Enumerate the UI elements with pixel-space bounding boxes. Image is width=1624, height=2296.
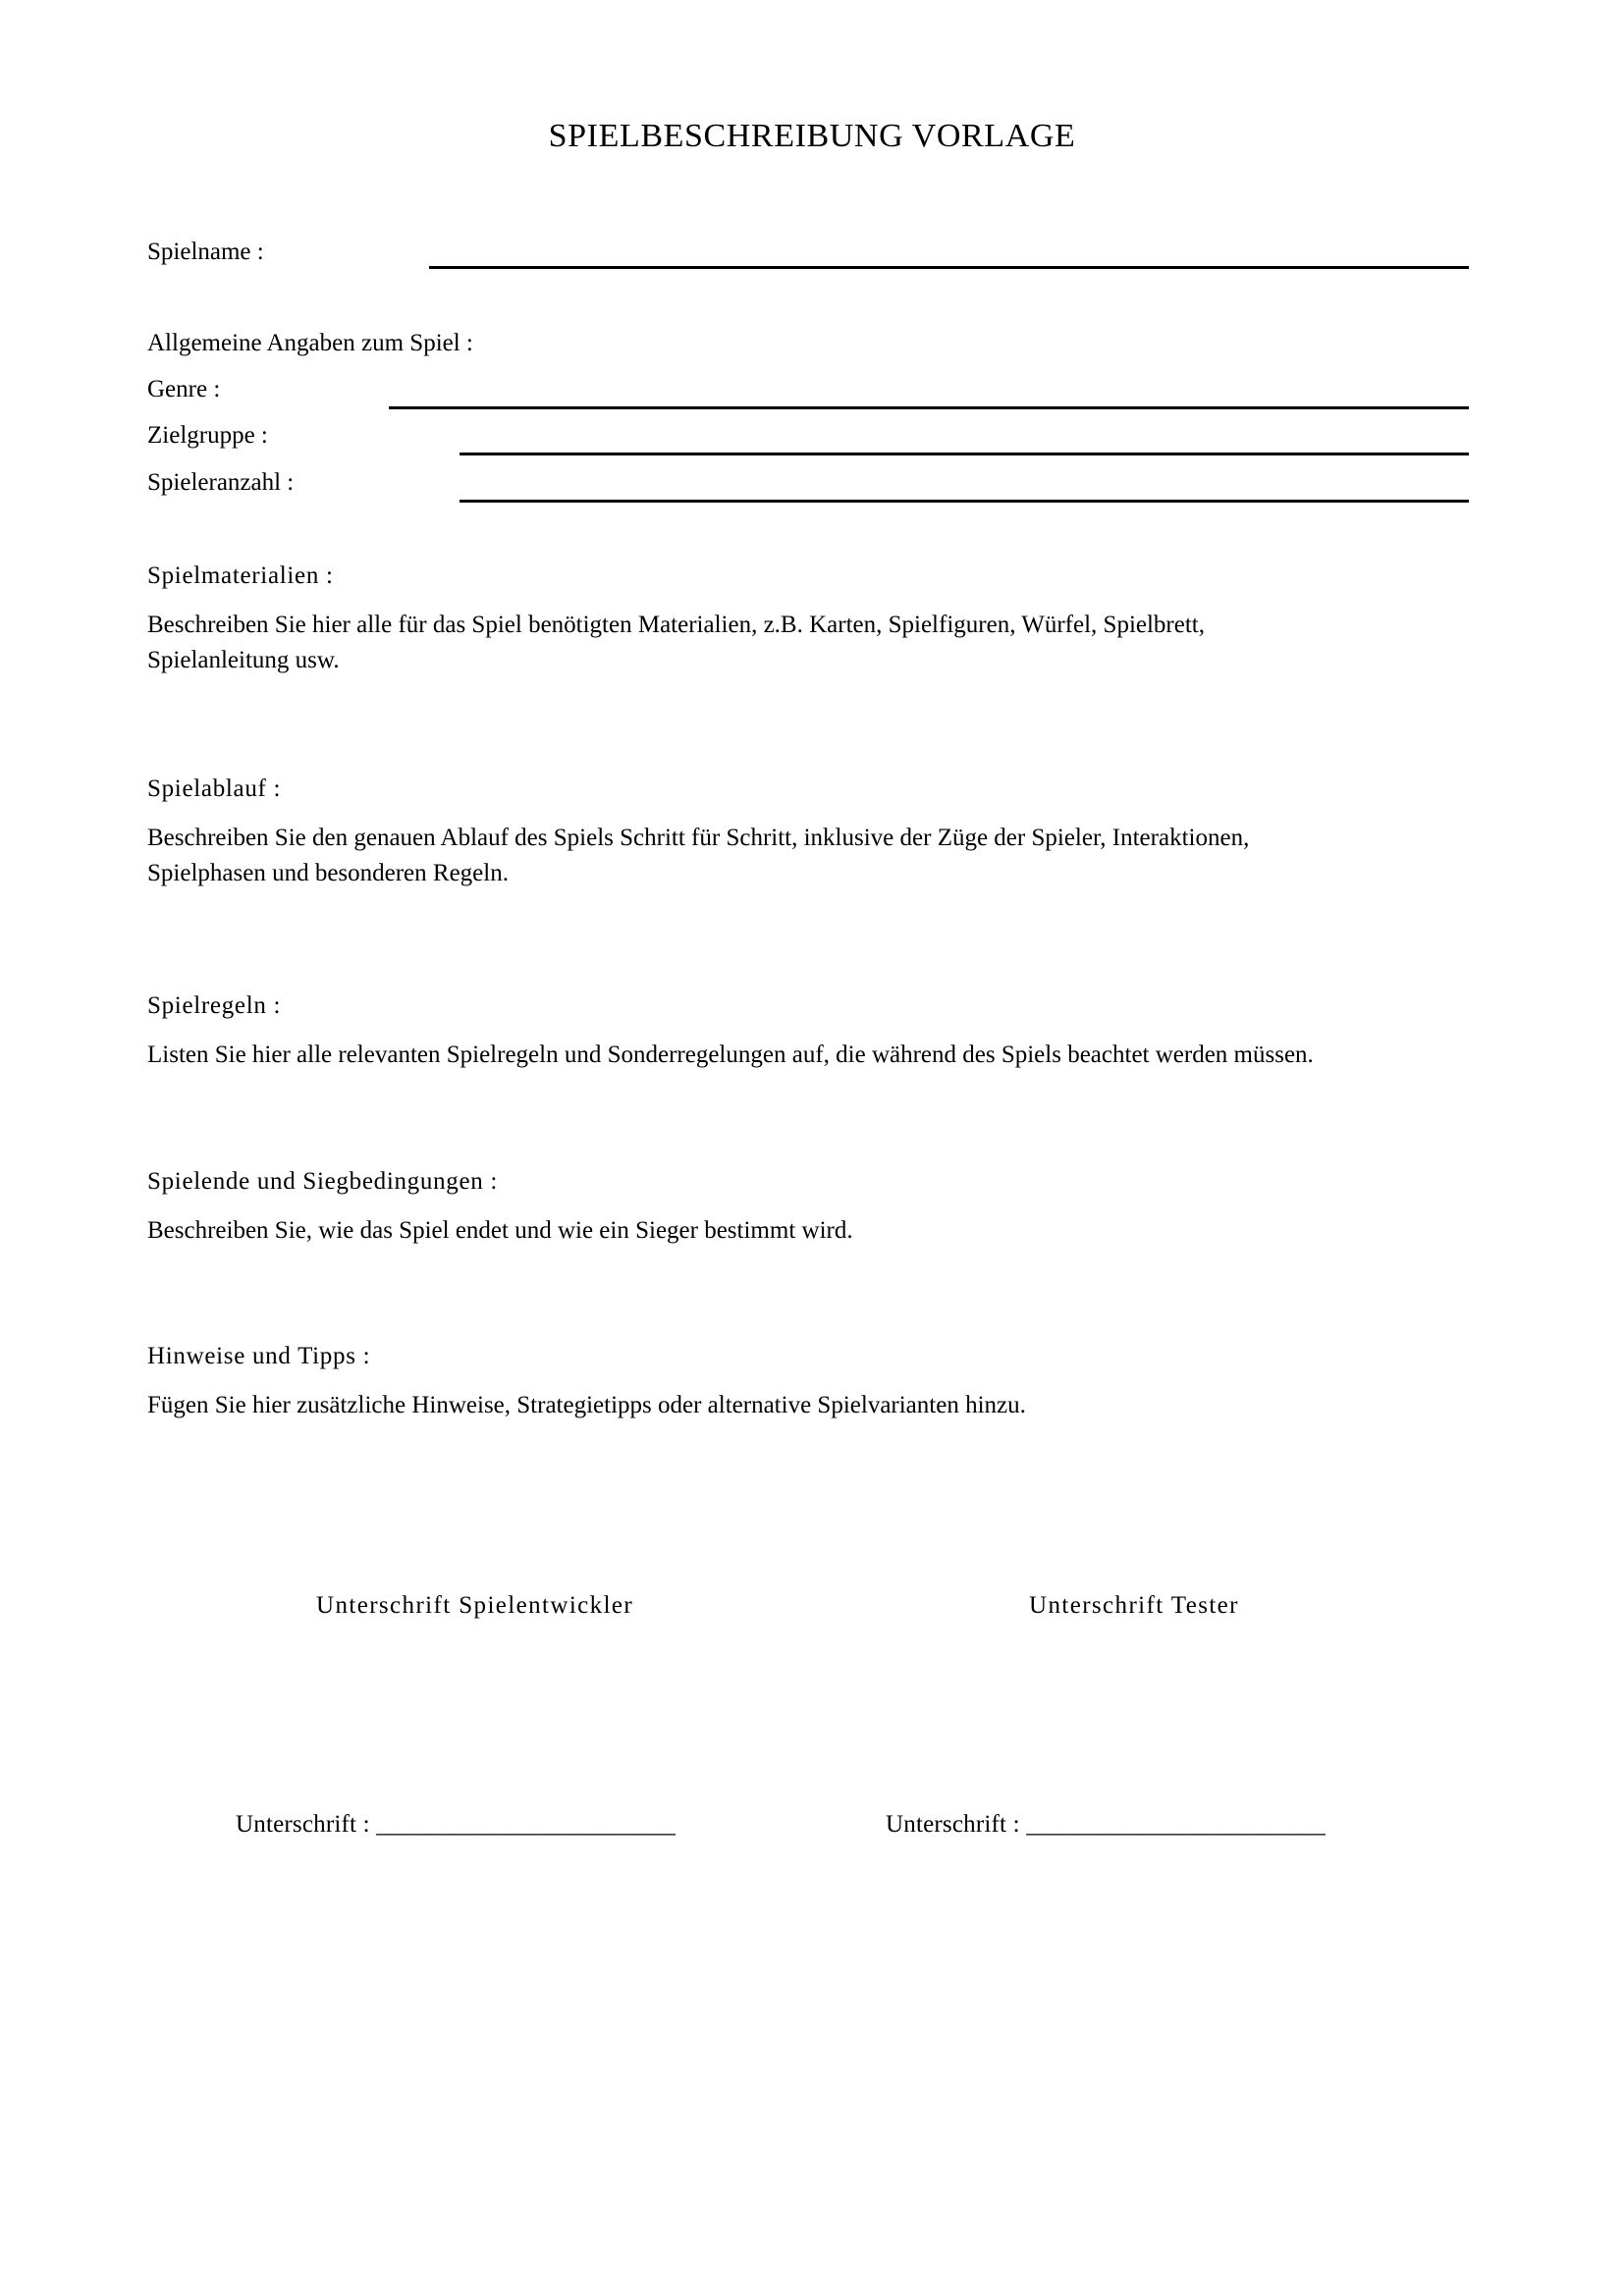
section-body-line: Beschreiben Sie hier alle für das Spiel benötigten Materialien, z.B. Karten, Spielfiguren, Würfel, Spielbrett,	[147, 612, 1205, 638]
field-rule-spieleranzahl[interactable]	[460, 500, 1469, 503]
field-rule-zielgruppe[interactable]	[460, 453, 1469, 455]
section-heading-spielmaterialien: Spielmaterialien :	[147, 562, 334, 589]
field-rule-spielname[interactable]	[429, 266, 1469, 269]
field-label-spielname: Spielname :	[147, 239, 264, 265]
section-body-line: Spielphasen und besonderen Regeln.	[147, 860, 509, 887]
section-body-hinweise	[147, 1388, 1512, 1423]
section-body-spielregeln	[147, 1038, 1542, 1073]
section-heading-hinweise: Hinweise und Tipps :	[147, 1343, 371, 1369]
section-heading-spielablauf: Spielablauf :	[147, 775, 282, 802]
field-label-zielgruppe: Zielgruppe :	[147, 422, 268, 449]
signature-caption-tester: Unterschrift Tester	[1029, 1592, 1239, 1619]
field-label-spieleranzahl: Spieleranzahl :	[147, 469, 295, 496]
section-heading-spielregeln: Spielregeln :	[147, 992, 282, 1019]
field-label-genre: Genre :	[147, 376, 221, 402]
section-body-line: Fügen Sie hier zusätzliche Hinweise, Strategietipps oder alternative Spielvarianten hinzu.	[147, 1392, 1026, 1418]
signature-caption-developer: Unterschrift Spielentwickler	[316, 1592, 634, 1619]
section-body-line: Spielanleitung usw.	[147, 647, 340, 674]
field-rule-genre[interactable]	[389, 406, 1469, 409]
signature-line-tester[interactable]: Unterschrift : ________________________	[886, 1811, 1326, 1838]
field-label-allgemeine-angaben: Allgemeine Angaben zum Spiel :	[147, 330, 473, 356]
section-body-line: Listen Sie hier alle relevanten Spielregeln und Sonderregelungen auf, die während des Spiels beachtet werden müssen.	[147, 1041, 1314, 1068]
page-title: SPIELBESCHREIBUNG VORLAGE	[548, 118, 1076, 154]
section-body-spielmaterialien	[147, 608, 1512, 679]
section-body-spielablauf	[147, 821, 1512, 892]
section-heading-spielende: Spielende und Siegbedingungen :	[147, 1168, 499, 1195]
section-body-spielende	[147, 1213, 1512, 1249]
section-body-line: Beschreiben Sie, wie das Spiel endet und wie ein Sieger bestimmt wird.	[147, 1217, 853, 1244]
section-body-line: Beschreiben Sie den genauen Ablauf des Spiels Schritt für Schritt, inklusive der Züge der Spieler, Interaktionen,	[147, 825, 1250, 851]
signature-line-developer[interactable]: Unterschrift : ________________________	[236, 1811, 677, 1838]
